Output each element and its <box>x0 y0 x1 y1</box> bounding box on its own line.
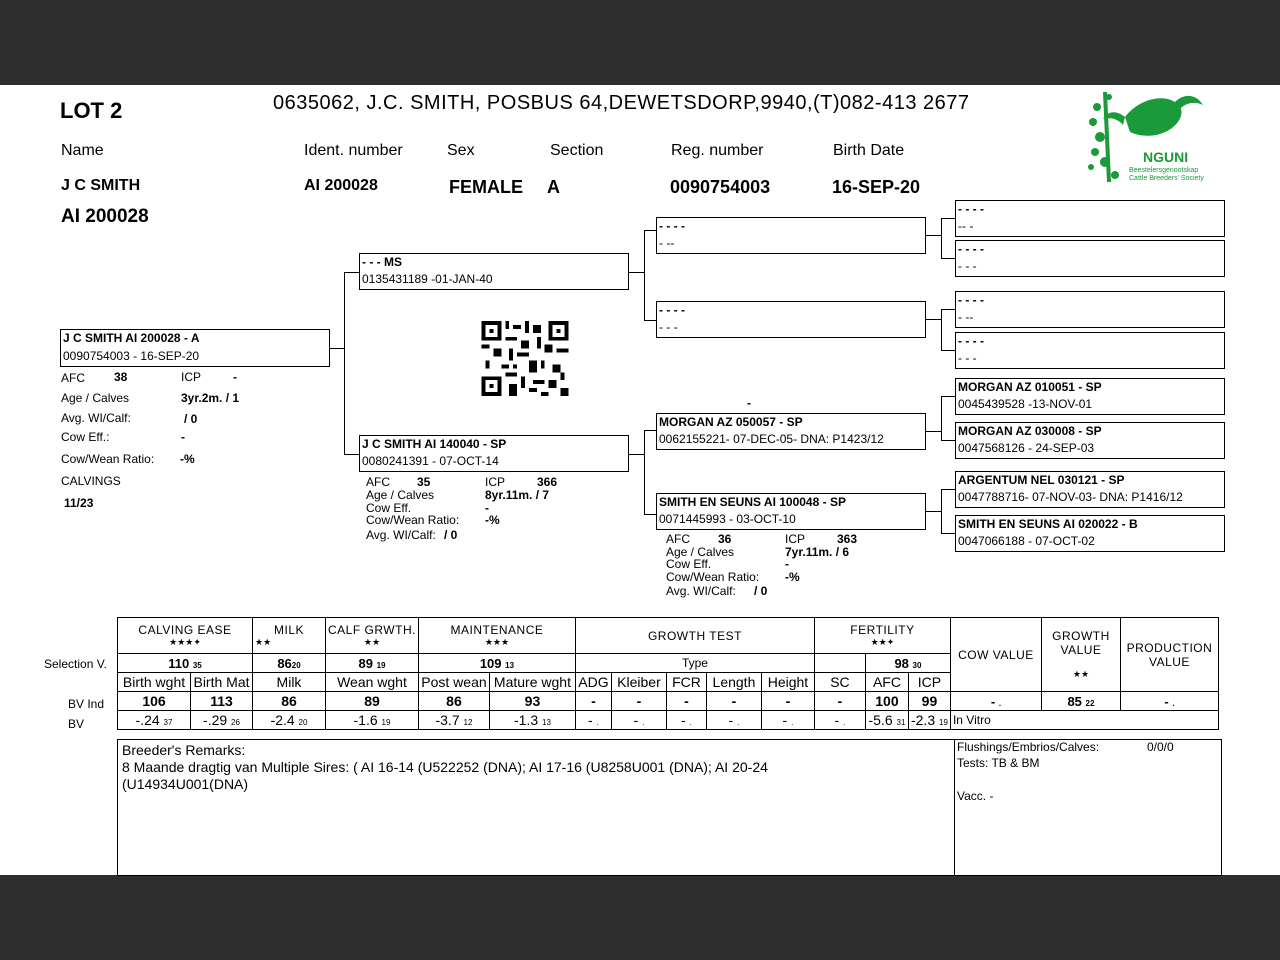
dd-wean: -% <box>785 570 800 584</box>
gg-line2: - -- <box>958 310 974 324</box>
dam-wi-label: Avg. WI/Calf: <box>366 528 436 542</box>
subject-title: J C SMITH AI 200028 - A <box>63 331 200 345</box>
sd-title: - - - - <box>659 303 685 317</box>
label-ident: Ident. number <box>304 142 403 159</box>
gg-line2: 0047568126 - 24-SEP-03 <box>958 441 1095 455</box>
gg-line2: -- - <box>958 219 974 233</box>
scores-table <box>117 617 1219 730</box>
dam-age: 8yr.11m. / 7 <box>485 488 550 502</box>
group-production-value: PRODUCTION VALUE <box>1120 618 1218 692</box>
dd-cow: - <box>785 557 789 571</box>
group-calving-ease: CALVING EASE ★★★✦ <box>118 618 253 654</box>
gg-title: SMITH EN SEUNS AI 020022 - B <box>958 517 1138 531</box>
dam-wean: -% <box>485 513 500 527</box>
label-name: Name <box>61 142 104 159</box>
animal-name: J C SMITH <box>61 177 141 194</box>
subject-cow-label: Cow Eff.: <box>61 430 110 444</box>
bvind-cell: 106 <box>118 692 191 711</box>
subject-age-label: Age / Calves <box>61 391 130 405</box>
col-header: ADG <box>575 673 611 692</box>
lot-number: LOT 2 <box>60 98 123 123</box>
bv-cell: -1.3 13 <box>489 711 575 730</box>
col-header: SC <box>814 673 865 692</box>
dam-box <box>359 435 629 472</box>
col-header: ICP <box>908 673 950 692</box>
dam-cow-label: Cow Eff. <box>366 501 412 515</box>
side-box <box>954 739 1222 876</box>
dam-age-label: Age / Calves <box>366 488 435 502</box>
subject-calvings: 11/23 <box>64 496 94 510</box>
col-header: Birth wght <box>118 673 191 692</box>
gg-title: - - - - <box>958 242 984 256</box>
row-label-selection: Selection V. <box>44 657 107 671</box>
gg-box-4 <box>955 332 1225 369</box>
ss-title: - - - - <box>659 219 685 233</box>
ds-box <box>656 413 926 450</box>
row-label-bv: BV <box>68 717 85 731</box>
bvind-cell: - <box>575 692 611 711</box>
dam-icp: 366 <box>537 475 558 489</box>
label-birth: Birth Date <box>833 142 905 159</box>
bv-cell: - . <box>666 711 706 730</box>
animal-reg: 0090754003 <box>670 177 771 197</box>
ds-line2: 0062155221- 07-DEC-05- DNA: P1423/12 <box>659 432 884 446</box>
subject-line2: 0090754003 - 16-SEP-20 <box>63 349 200 363</box>
gg-box-3 <box>955 291 1225 328</box>
gg-box-6 <box>955 422 1225 459</box>
bvind-cell: 99 <box>908 692 950 711</box>
subject-icp: - <box>233 370 237 384</box>
col-header: Post wean <box>418 673 489 692</box>
sd-box <box>656 301 926 338</box>
subject-afc: 38 <box>114 370 128 384</box>
gg-title: MORGAN AZ 010051 - SP <box>958 380 1102 394</box>
dam-line2: 0080241391 - 07-OCT-14 <box>362 454 499 468</box>
group-calf-growth: CALF GRWTH. ★★ <box>326 618 419 654</box>
subject-afc-label: AFC <box>61 371 85 385</box>
gg-title: - - - - <box>958 293 984 307</box>
group-maintenance: MAINTENANCE ★★★ <box>418 618 575 654</box>
owner-line: 0635062, J.C. SMITH, POSBUS 64,DEWETSDORP,9940,(T)082-413 2677 <box>273 92 970 114</box>
animal-birth: 16-SEP-20 <box>832 177 921 197</box>
dam-wean-label: Cow/Wean Ratio: <box>366 513 460 527</box>
gg-title: MORGAN AZ 030008 - SP <box>958 424 1102 438</box>
bvind-cell: - <box>611 692 666 711</box>
remarks-box <box>117 739 955 876</box>
sel-milk: 8620 <box>253 654 326 673</box>
dd-wi: / 0 <box>754 584 768 598</box>
gg-box-8 <box>955 515 1225 552</box>
dd-age: 7yr.11m. / 6 <box>785 545 850 559</box>
gg-line2: 0047788716- 07-NOV-03- DNA: P1416/12 <box>958 490 1183 504</box>
sd-line2: - - - <box>659 320 678 334</box>
col-header: Height <box>761 673 814 692</box>
ss-box <box>656 217 926 254</box>
group-fertility: FERTILITY ★★✦ <box>814 618 950 654</box>
remarks-text: 8 Maande dragtig van Multiple Sires: ( AI 16-14 (U522252 (DNA); AI 17-16 (U8258U001 (DNA); AI 20-24 (U14934U001(DNA) <box>122 759 768 792</box>
bvind-cell: 86 <box>253 692 326 711</box>
flush-value: 0/0/0 <box>1147 740 1174 754</box>
dd-afc-label: AFC <box>666 532 690 546</box>
dam-afc: 35 <box>417 475 431 489</box>
sel-blank <box>814 654 865 673</box>
flush-label: Flushings/Embrios/Calves: <box>957 740 1100 754</box>
dam-afc-label: AFC <box>366 475 390 489</box>
subject-wi: / 0 <box>184 412 198 426</box>
subject-cow: - <box>181 430 185 444</box>
pedigree-sheet <box>0 85 1280 875</box>
group-cow-value: COW VALUE <box>950 618 1041 692</box>
subject-icp-label: ICP <box>181 370 202 384</box>
subject-wean-label: Cow/Wean Ratio: <box>61 452 155 466</box>
bv-cell: -.29 26 <box>191 711 253 730</box>
col-header: Milk <box>253 673 326 692</box>
dd-icp: 363 <box>837 532 858 546</box>
sire-title: - - - MS <box>362 255 402 269</box>
group-milk: MILK ★★ <box>253 618 326 654</box>
dam-wi: / 0 <box>444 528 458 542</box>
gg-box-1 <box>955 200 1225 237</box>
dam-title: J C SMITH AI 140040 - SP <box>362 437 507 451</box>
logo-brand: NGUNI <box>1143 149 1189 165</box>
bv-cell: -5.6 31 <box>865 711 908 730</box>
tests-text: Tests: TB & BM <box>957 756 1040 770</box>
bvind-cell: 93 <box>489 692 575 711</box>
dd-icp-label: ICP <box>785 532 806 546</box>
bvind-cell: 86 <box>418 692 489 711</box>
bvind-cell: - <box>666 692 706 711</box>
col-header: Kleiber <box>611 673 666 692</box>
bv-cell: -1.6 19 <box>326 711 419 730</box>
bv-cell: - . <box>575 711 611 730</box>
bvind-cell: - <box>814 692 865 711</box>
bvind-cell: 89 <box>326 692 419 711</box>
label-section: Section <box>550 142 604 159</box>
qr-code <box>481 321 569 396</box>
bv-cell: -2.4 20 <box>253 711 326 730</box>
bv-cell: -2.3 19 <box>908 711 950 730</box>
sel-type: Type <box>575 654 814 673</box>
col-header: Mature wght <box>489 673 575 692</box>
col-header: Wean wght <box>326 673 419 692</box>
bv-cell: - . <box>611 711 666 730</box>
nguni-logo <box>1085 87 1210 187</box>
bvind-cell: 113 <box>191 692 253 711</box>
row-label-bvind: BV Ind <box>68 697 105 711</box>
dd-wi-label: Avg. WI/Calf: <box>666 584 736 598</box>
bvind-value-cell: 85 22 <box>1041 692 1120 711</box>
animal-ident: AI 200028 <box>304 177 378 194</box>
dd-cow-label: Cow Eff. <box>666 557 712 571</box>
subject-wean: -% <box>180 452 195 466</box>
dam-cow: - <box>485 501 489 515</box>
sel-calving: 110 35 <box>118 654 253 673</box>
bv-cell: -3.7 12 <box>418 711 489 730</box>
bv-cell: - . <box>706 711 761 730</box>
subject-box <box>60 329 330 367</box>
ds-title: MORGAN AZ 050057 - SP <box>659 415 803 429</box>
subject-calvings-label: CALVINGS <box>61 474 121 488</box>
gg-box-2 <box>955 240 1225 277</box>
gg-line2: - - - <box>958 259 977 273</box>
label-reg: Reg. number <box>671 142 764 159</box>
remarks-label: Breeder's Remarks: <box>122 742 246 758</box>
dd-box <box>656 493 926 530</box>
animal-name2: AI 200028 <box>61 206 149 227</box>
logo-sub2: Cattle Breeders' Society <box>1129 175 1204 182</box>
gg-line2: 0045439528 -13-NOV-01 <box>958 397 1093 411</box>
label-sex: Sex <box>447 142 475 159</box>
subject-age: 3yr.2m. / 1 <box>181 391 240 405</box>
animal-section: A <box>547 177 560 197</box>
gg-title: - - - - <box>958 334 984 348</box>
gg-title: ARGENTUM NEL 030121 - SP <box>958 473 1125 487</box>
bvind-cell: - <box>706 692 761 711</box>
gg-box-7 <box>955 471 1225 508</box>
dd-age-label: Age / Calves <box>666 545 735 559</box>
sel-fert: 98 30 <box>865 654 950 673</box>
animal-sex: FEMALE <box>449 177 523 197</box>
vacc-text: Vacc. - <box>957 789 994 803</box>
dd-line2: 0071445993 - 03-OCT-10 <box>659 512 796 526</box>
dd-title: SMITH EN SEUNS AI 100048 - SP <box>659 495 846 509</box>
bvind-cell: - <box>761 692 814 711</box>
group-growth-value: GROWTH VALUE ★★ <box>1041 618 1120 692</box>
group-growth-test: GROWTH TEST <box>575 618 814 654</box>
logo-sub1: Beestelersgenootskap <box>1129 167 1199 174</box>
col-header: Birth Mat <box>191 673 253 692</box>
bv-cell: - . <box>814 711 865 730</box>
ss-line2: - -- <box>659 236 675 250</box>
bvind-cell: 100 <box>865 692 908 711</box>
gg-box-5 <box>955 378 1225 415</box>
bv-cell: - . <box>761 711 814 730</box>
bvind-value-cell: - . <box>1120 692 1218 711</box>
sire-line2: 0135431189 -01-JAN-40 <box>362 272 493 286</box>
col-header: AFC <box>865 673 908 692</box>
gg-line2: - - - <box>958 351 977 365</box>
col-header: Length <box>706 673 761 692</box>
gg-title: - - - - <box>958 202 984 216</box>
dam-icp-label: ICP <box>485 475 506 489</box>
dd-afc: 36 <box>718 532 732 546</box>
gg-line2: 0047066188 - 07-OCT-02 <box>958 534 1095 548</box>
sel-calf: 89 19 <box>326 654 419 673</box>
ds-dash: - <box>747 396 751 410</box>
dd-wean-label: Cow/Wean Ratio: <box>666 570 760 584</box>
subject-wi-label: Avg. WI/Calf: <box>61 411 131 425</box>
bv-cell: -.24 37 <box>118 711 191 730</box>
sel-maint: 109 13 <box>418 654 575 673</box>
col-header: FCR <box>666 673 706 692</box>
sire-box <box>359 253 629 290</box>
in-vitro-label: In Vitro <box>950 711 1218 730</box>
bvind-value-cell: - . <box>950 692 1041 711</box>
